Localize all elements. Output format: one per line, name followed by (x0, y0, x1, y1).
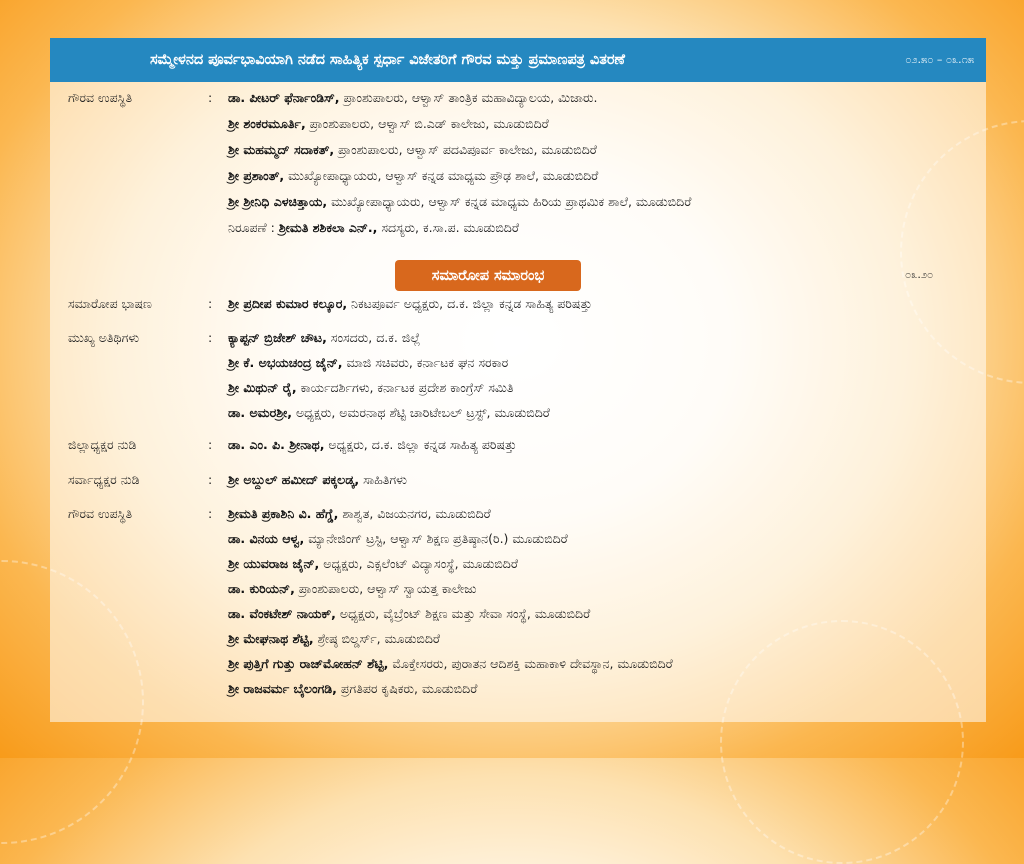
session-title: ಸಮ್ಮೇಳನದ ಪೂರ್ವಭಾವಿಯಾಗಿ ನಡೆದ ಸಾಹಿತ್ಯಿಕ ಸ್ಪರ್ಧಾ ವಿಜೇತರಿಗೆ ಗೌರವ ಮತ್ತು ಪ್ರಮಾಣಪತ್ರ ವಿತರಣೆ (150, 52, 625, 68)
participant-name: ಶ್ರೀ ಕೆ. ಅಭಯಚಂದ್ರ ಜೈನ್, (228, 355, 343, 370)
participant (228, 296, 592, 312)
role-label: ಜಿಲ್ಲಾಧ್ಯಕ್ಷರ ನುಡಿ (68, 437, 137, 452)
participant-name: ಶ್ರೀ ಮೇಘನಾಥ ಶೆಟ್ಟಿ, (228, 631, 314, 646)
participant-name: ಶ್ರೀ ಮಹಮ್ಮದ್ ಸದಾಕತ್, (228, 142, 335, 157)
participant-desc: ಅಧ್ಯಕ್ಷರು, ದ.ಕ. ಜಿಲ್ಲಾ ಕನ್ನಡ ಸಾಹಿತ್ಯ ಪರಿಷತ್ತು (324, 437, 517, 452)
participant (228, 581, 476, 597)
participant-desc: ಮಾಜಿ ಸಚಿವರು, ಕರ್ನಾಟಕ ಘನ ಸರಕಾರ (342, 355, 509, 370)
participant-desc: ಪ್ರಾಂಶುಪಾಲರು, ಆಳ್ವಾಸ್ ಪದವಿಪೂರ್ವ ಕಾಲೇಜು, ಮೂಡುಬಿದಿರೆ (334, 142, 597, 157)
session-time: ೦೨.೫೦ – ೦೩.೧೫ (905, 53, 974, 66)
participant-name: ಶ್ರೀ ಮಿಥುನ್ ರೈ, (228, 380, 297, 395)
participant-name: ಡಾ. ಪೀಟರ್ ಫೆರ್ನಾಂಡಿಸ್, (228, 90, 340, 105)
participant-desc: ನಿಕಟಪೂರ್ವ ಅಧ್ಯಕ್ಷರು, ದ.ಕ. ಜಿಲ್ಲಾ ಕನ್ನಡ ಸಾಹಿತ್ಯ ಪರಿಷತ್ತು (347, 296, 593, 311)
participant-name: ಶ್ರೀ ಶ್ರೀನಿಧಿ ಎಳಚಿತ್ತಾಯ, (228, 194, 328, 209)
participant-desc: ಪ್ರಾಂಶುಪಾಲರು, ಆಳ್ವಾಸ್ ಸ್ವಾಯತ್ತ ಕಾಲೇಜು (294, 581, 477, 596)
colon: : (208, 296, 213, 311)
participant (228, 142, 597, 158)
participant (228, 631, 440, 647)
participant (228, 681, 477, 697)
program-content (50, 82, 986, 722)
participant (228, 506, 491, 522)
role-label: ಗೌರವ ಉಪಸ್ಥಿತಿ (68, 90, 133, 105)
participant (228, 531, 568, 547)
participant-desc: ಸಂಸದರು, ದ.ಕ. ಜಿಲ್ಲೆ (326, 330, 421, 345)
role-label: ಸಮಾರೋಪ ಭಾಷಣ (68, 296, 152, 311)
colon: : (208, 472, 213, 487)
narration-label: ನಿರೂಪಣೆ : (228, 220, 279, 235)
participant-name: ಡಾ. ಅಮರಶ್ರೀ, (228, 405, 292, 420)
participant-desc: ಅಧ್ಯಕ್ಷರು, ಅಮರನಾಥ ಶೆಟ್ಟಿ ಚಾರಿಟೇಬಲ್ ಟ್ರಸ್ಟ್, ಮೂಡುಬಿದಿರೆ (291, 405, 550, 420)
participant-name: ಶ್ರೀ ಅಬ್ದುಲ್ ಹಮೀದ್ ಪಕ್ಕಲಡ್ಕ, (228, 472, 360, 487)
colon: : (208, 506, 213, 521)
participant (228, 606, 590, 622)
participant-name: ಶ್ರೀ ಪ್ರಶಾಂತ್, (228, 168, 285, 183)
participant (228, 472, 407, 488)
participant-desc: ಮುಖ್ಯೋಪಾಧ್ಯಾಯರು, ಆಳ್ವಾಸ್ ಕನ್ನಡ ಮಾಧ್ಯಮ ಹಿರಿಯ ಪ್ರಾಥಮಿಕ ಶಾಲೆ, ಮೂಡುಬಿದಿರೆ (327, 194, 692, 209)
participant-desc: ಸಾಹಿತಿಗಳು (359, 472, 407, 487)
participant-desc: ಶ್ರೇಷ್ಠ ಬಿಲ್ಡರ್ಸ್, ಮೂಡುಬಿದಿರೆ (313, 631, 441, 646)
participant-desc: ಶಾಶ್ವತ, ವಿಜಯನಗರ, ಮೂಡುಬಿದಿರೆ (338, 506, 491, 521)
participant-desc: ಮೊಕ್ತೇಸರರು, ಪುರಾತನ ಆದಿಶಕ್ತಿ ಮಹಾಕಾಳಿ ದೇವಸ್ಥಾನ, ಮೂಡುಬಿದಿರೆ (388, 656, 673, 671)
participant (228, 194, 691, 210)
participant-name: ಡಾ. ವೆಂಕಟೇಶ್ ನಾಯಕ್, (228, 606, 336, 621)
participant (228, 168, 598, 184)
colon: : (208, 437, 213, 452)
participant (228, 405, 550, 421)
participant (228, 656, 673, 672)
participant (228, 330, 420, 346)
participant (228, 116, 549, 132)
participant-desc: ಮ್ಯಾನೇಜಿಂಗ್ ಟ್ರಸ್ಟಿ, ಆಳ್ವಾಸ್ ಶಿಕ್ಷಣ ಪ್ರತಿಷ್ಠಾನ(ರಿ.) ಮೂಡುಬಿದಿರೆ (304, 531, 568, 546)
session-header (50, 38, 986, 82)
participant-name: ಕ್ಯಾಪ್ಟನ್ ಬ್ರಿಜೇಶ್ ಚೌಟ, (228, 330, 327, 345)
participant-name: ಶ್ರೀ ರಾಜವರ್ಮ ಬೈಲಂಗಡಿ, (228, 681, 337, 696)
participant-name: ಶ್ರೀ ಪುತ್ತಿಗೆ ಗುತ್ತು ರಾಜ್‌ಮೋಹನ್ ಶೆಟ್ಟಿ, (228, 656, 389, 671)
participant (228, 355, 508, 371)
narrator-name: ಶ್ರೀಮತಿ ಶಶಿಕಲಾ ಎನ್., (278, 220, 378, 235)
role-label: ಸರ್ವಾಧ್ಯಕ್ಷರ ನುಡಿ (68, 472, 140, 487)
narrator-desc: ಸದಸ್ಯರು, ಕ.ಸಾ.ಪ. ಮೂಡುಬಿದಿರೆ (377, 220, 519, 235)
participant-name: ಶ್ರೀ ಯುವರಾಜ ಜೈನ್, (228, 556, 320, 571)
participant-desc: ಅಧ್ಯಕ್ಷರು, ಎಕ್ಸಲೆಂಟ್ ವಿದ್ಯಾಸಂಸ್ಥೆ, ಮೂಡುಬಿದಿರೆ (319, 556, 518, 571)
role-label: ಮುಖ್ಯ ಅತಿಥಿಗಳು (68, 330, 140, 345)
participant (228, 380, 513, 396)
role-label: ಗೌರವ ಉಪಸ್ಥಿತಿ (68, 506, 133, 521)
colon: : (208, 90, 213, 105)
narration (228, 220, 519, 236)
participant-desc: ಕಾರ್ಯದರ್ಶಿಗಳು, ಕರ್ನಾಟಕ ಪ್ರದೇಶ ಕಾಂಗ್ರೆಸ್ ಸಮಿತಿ (296, 380, 514, 395)
participant-desc: ಮುಖ್ಯೋಪಾಧ್ಯಾಯರು, ಆಳ್ವಾಸ್ ಕನ್ನಡ ಮಾಧ್ಯಮ ಪ್ರೌಢ ಶಾಲೆ, ಮೂಡುಬಿದಿರೆ (284, 168, 599, 183)
participant-name: ಶ್ರೀಮತಿ ಪ್ರಕಾಶಿನಿ ವಿ. ಹೆಗ್ಡೆ, (228, 506, 339, 521)
participant-name: ಶ್ರೀ ಶಂಕರಮೂರ್ತಿ, (228, 116, 306, 131)
valedictory-banner: ಸಮಾರೋಪ ಸಮಾರಂಭ (395, 260, 581, 291)
participant-desc: ಅಧ್ಯಕ್ಷರು, ವೈಬ್ರೆಂಟ್ ಶಿಕ್ಷಣ ಮತ್ತು ಸೇವಾ ಸಂಸ್ಥೆ, ಮೂಡುಬಿದಿರೆ (335, 606, 591, 621)
participant-name: ಡಾ. ಕುರಿಯನ್, (228, 581, 295, 596)
valedictory-time: ೦೩.೨೦ (905, 268, 934, 281)
participant-name: ಡಾ. ವಿನಯ ಆಳ್ವ, (228, 531, 305, 546)
participant (228, 556, 518, 572)
participant-name: ಡಾ. ಎಂ. ಪಿ. ಶ್ರೀನಾಥ, (228, 437, 325, 452)
participant-desc: ಪ್ರಾಂಶುಪಾಲರು, ಆಳ್ವಾಸ್ ತಾಂತ್ರಿಕ ಮಹಾವಿದ್ಯಾಲಯ, ಮಿಜಾರು. (339, 90, 598, 105)
participant-desc: ಪ್ರಾಂಶುಪಾಲರು, ಆಳ್ವಾಸ್ ಬಿ.ಎಡ್ ಕಾಲೇಜು, ಮೂಡುಬಿದಿರೆ (305, 116, 549, 131)
participant (228, 437, 517, 453)
participant (228, 90, 598, 106)
participant-name: ಶ್ರೀ ಪ್ರದೀಪ ಕುಮಾರ ಕಲ್ಕೂರ, (228, 296, 348, 311)
colon: : (208, 330, 213, 345)
participant-desc: ಪ್ರಗತಿಪರ ಕೃಷಿಕರು, ಮೂಡುಬಿದಿರೆ (336, 681, 478, 696)
